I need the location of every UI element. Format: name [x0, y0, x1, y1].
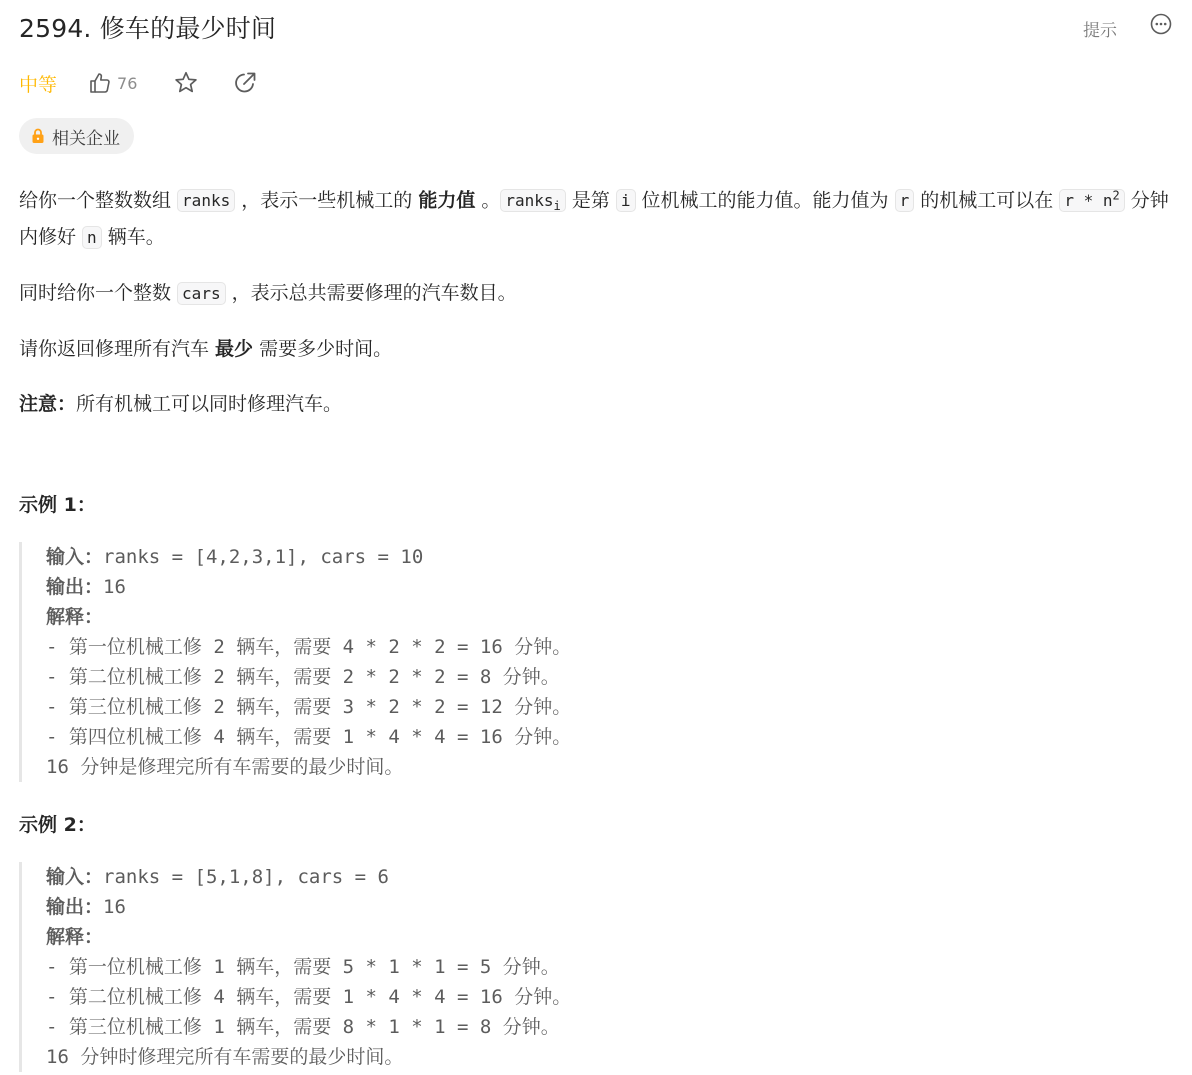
example-explanation-line: 16 分钟时修理完所有车需要的最少时间。 [46, 1046, 404, 1068]
problem-description [19, 181, 1184, 444]
example-explanation-line: - 第一位机械工修 1 辆车，需要 5 * 1 * 1 = 5 分钟。 [46, 956, 560, 978]
inline-code: cars [177, 282, 226, 305]
bold-text: 最少 [215, 337, 254, 360]
description-note: 注意：所有机械工可以同时修理汽车。 [19, 392, 343, 415]
inline-code: n [82, 226, 102, 249]
example-explanation-label: 解释： [46, 606, 104, 628]
note-label: 注意： [19, 392, 77, 415]
inline-code: ranks [177, 189, 235, 212]
example-explanation-line: - 第二位机械工修 4 辆车，需要 1 * 4 * 4 = 16 分钟。 [46, 986, 572, 1008]
inline-code: r [895, 189, 915, 212]
example-explanation-line: 16 分钟是修理完所有车需要的最少时间。 [46, 756, 404, 778]
related-companies-tag[interactable] [19, 118, 134, 154]
bold-text: 能力值 [418, 189, 476, 212]
ellipsis-circle-icon[interactable] [1150, 13, 1172, 35]
share-icon[interactable] [232, 70, 258, 96]
description-paragraph-1: 给你一个整数数组 ranks ，表示一些机械工的 能力值 。 ranks$_i$ 是第 i 位机械工的能力值。能力值为 r 的机械工可以在 r * $n^2$ 分钟内修好 n 辆车。 [19, 189, 1169, 248]
like-button[interactable] [88, 71, 137, 95]
inline-code: i [616, 189, 636, 212]
example-explanation-line: - 第三位机械工修 2 辆车，需要 3 * 2 * 2 = 12 分钟。 [46, 696, 572, 718]
inline-code: r * $n^2$ [1059, 189, 1124, 212]
example-input-line: 输入：ranks = [5,1,8], cars = 6 [46, 866, 389, 888]
example-input-line: 输入：ranks = [4,2,3,1], cars = 10 [46, 546, 424, 568]
like-count: 76 [117, 73, 138, 93]
example-1-block [19, 542, 571, 782]
example-explanation-label: 解释： [46, 926, 104, 948]
lock-icon [31, 128, 45, 144]
description-paragraph-2: 同时给你一个整数 cars ，表示总共需要修理的汽车数目。 [19, 281, 517, 304]
related-companies-label: 相关企业 [52, 128, 120, 149]
hint-button[interactable]: 提示 [1083, 21, 1117, 41]
problem-title: 2594. 修车的最少时间 [19, 14, 277, 43]
problem-meta-row [19, 67, 258, 99]
example-explanation-line: - 第二位机械工修 2 辆车，需要 2 * 2 * 2 = 8 分钟。 [46, 666, 560, 688]
example-explanation-line: - 第三位机械工修 1 辆车，需要 8 * 1 * 1 = 8 分钟。 [46, 1016, 560, 1038]
example-explanation-line: - 第四位机械工修 4 辆车，需要 1 * 4 * 4 = 16 分钟。 [46, 726, 572, 748]
inline-code: ranks$_i$ [500, 189, 565, 212]
star-icon[interactable] [173, 70, 199, 96]
example-explanation-line: - 第一位机械工修 2 辆车，需要 4 * 2 * 2 = 16 分钟。 [46, 636, 572, 658]
difficulty-badge: 中等 [19, 73, 58, 96]
example-output-line: 输出：16 [46, 896, 126, 918]
thumbs-up-icon [88, 71, 112, 95]
example-2-title: 示例 2： [19, 814, 96, 836]
example-2-block [19, 862, 571, 1072]
example-1-title: 示例 1： [19, 494, 96, 516]
description-paragraph-3: 请你返回修理所有汽车 最少 需要多少时间。 [19, 337, 393, 360]
example-output-line: 输出：16 [46, 576, 126, 598]
